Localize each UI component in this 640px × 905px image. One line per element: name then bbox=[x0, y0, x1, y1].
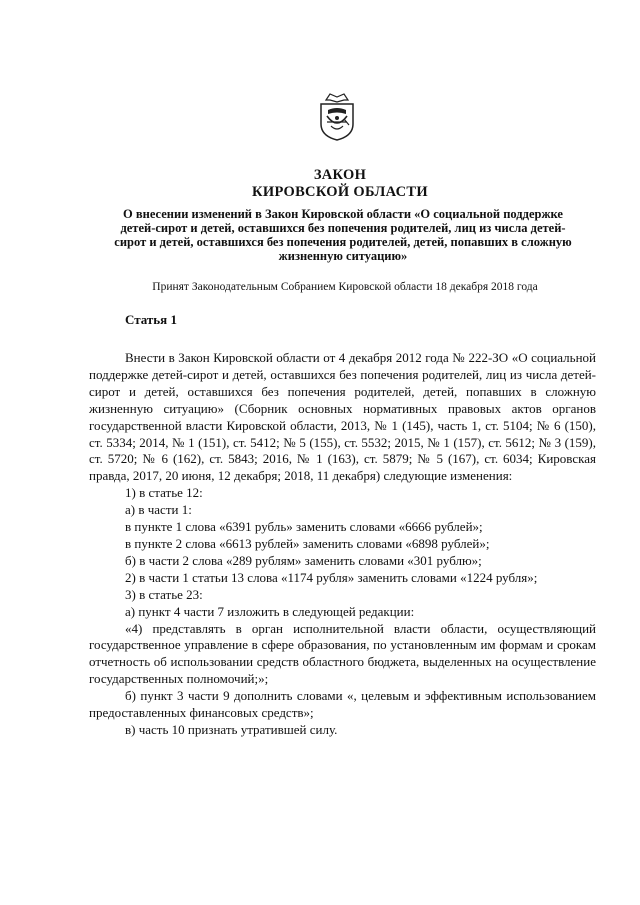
list-item: «4) представлять в орган исполнительной власти области, осуществляющий государственное управление в сфере образования, по установленным им формам и срокам отчетность об использовании средств областного бюджета, выделенных на осуществление государственных полномочий;»; bbox=[89, 620, 596, 687]
adoption-note: Принят Законодательным Собранием Кировской области 18 декабря 2018 года bbox=[152, 281, 538, 293]
region-title: КИРОВСКОЙ ОБЛАСТИ bbox=[252, 184, 428, 200]
list-item: в пункте 1 слова «6391 рубль» заменить словами «6666 рублей»; bbox=[125, 519, 483, 535]
list-item: 1) в статье 12: bbox=[125, 485, 203, 501]
list-item: 2) в части 1 статьи 13 слова «1174 рубля» заменить словами «1224 рубля»; bbox=[125, 569, 538, 585]
article-body bbox=[89, 350, 596, 739]
list-item: б) в части 2 слова «289 рублям» заменить словами «301 рублю»; bbox=[125, 552, 482, 568]
coat-of-arms-icon bbox=[316, 92, 358, 142]
law-subtitle: О внесении изменений в Закон Кировской области «О социальной поддержке детей-сирот и детей, оставшихся без попечения родителей, лиц из числа детей-сирот и детей, оставшихся без попечения родителей, детей, попавших в сложную жизненную ситуацию» bbox=[114, 207, 572, 263]
list-item: б) пункт 3 части 9 дополнить словами «, целевым и эффективным использованием предоставленных финансовых средств»; bbox=[89, 688, 596, 721]
list-item: в пункте 2 слова «6613 рублей» заменить словами «6898 рублей»; bbox=[125, 535, 490, 551]
law-title: ЗАКОН bbox=[313, 167, 367, 183]
article-heading: Статья 1 bbox=[125, 312, 177, 327]
list-item: в) часть 10 признать утратившей силу. bbox=[125, 721, 338, 737]
list-item: а) в части 1: bbox=[125, 502, 192, 518]
article-intro: Внести в Закон Кировской области от 4 декабря 2012 года № 222-ЗО «О социальной поддержке детей-сирот и детей, оставшихся без попечения родителей, лиц из числа детей-сирот и детей, оставшихся без попечения родителей, детей, попавших в сложную жизненную ситуацию» (Сборник основных нормативных правовых актов органов государственной власти Кировской области, 2013, № 1 (145), часть 1, ст. 5104; № 6 (150), ст. 5334; 2014, № 1 (151), ст. 5412; № 5 (155), ст. 5532; 2015, № 1 (157), ст. 5612; № 3 (159), ст. 5720; № 6 (162), ст. 5843; 2016, № 1 (163), ст. 5879; № 5 (167), ст. 6034; Кировская правда, 2017, 20 июня, 12 декабря; 2018, 11 декабря) следующие изменения: bbox=[89, 350, 596, 484]
list-item: 3) в статье 23: bbox=[125, 586, 203, 602]
list-item: а) пункт 4 части 7 изложить в следующей редакции: bbox=[125, 603, 415, 619]
